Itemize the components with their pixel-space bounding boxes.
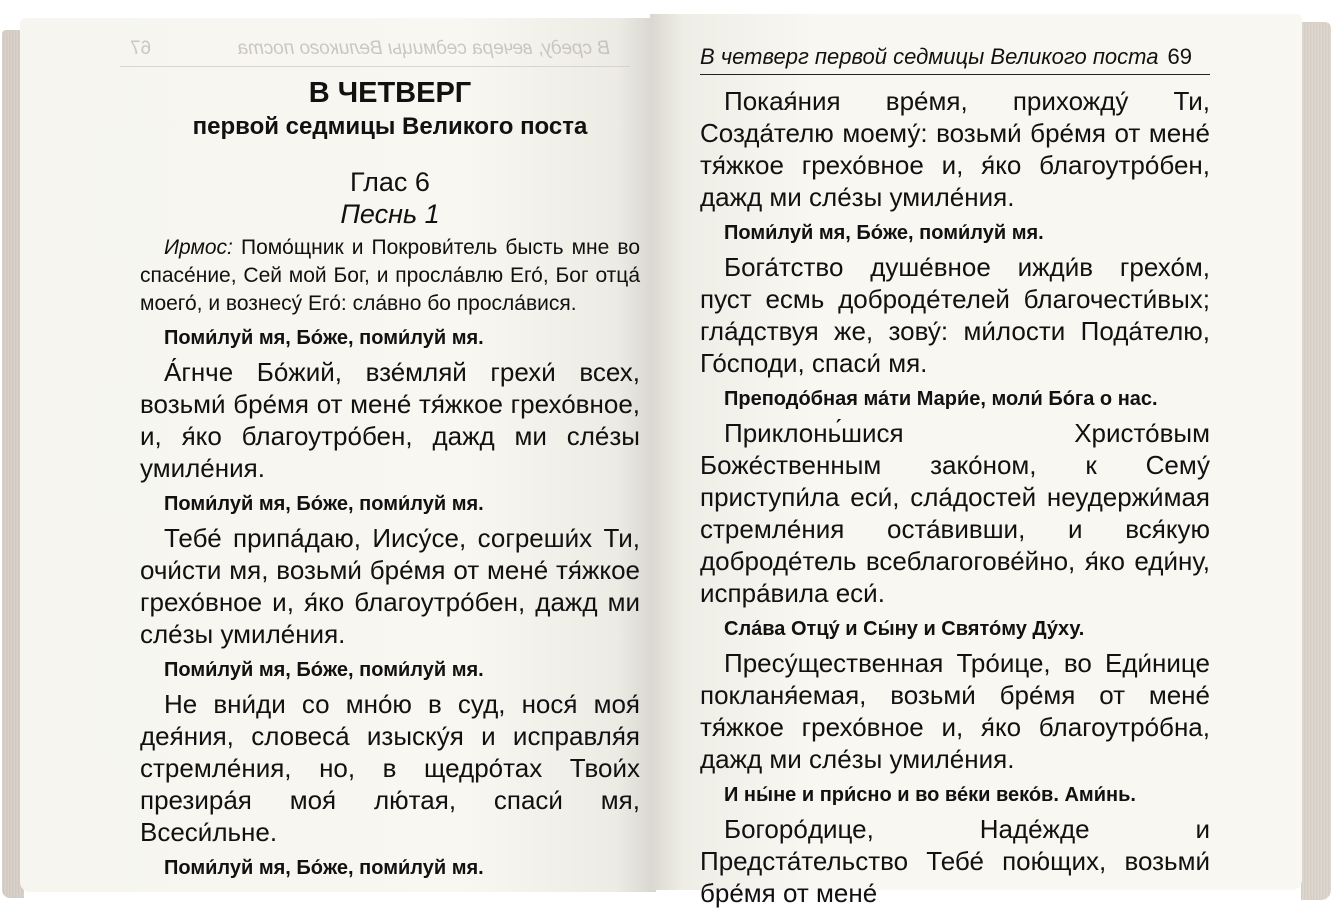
- right-page-body: [700, 36, 1210, 909]
- left-page-number: 67: [130, 38, 152, 59]
- refrain: Поми́луй мя, Бо́же, поми́луй мя.: [724, 222, 1044, 244]
- left-page-body: [140, 76, 640, 882]
- refrain: Поми́луй мя, Бо́же, поми́луй мя.: [164, 857, 484, 879]
- verse: А́гнче Бо́жий, взе́мляй грехи́ всех, возьми́ бре́мя от мене́ тя́жкое грехо́вное, и, я́ко благоутро́бен, дажд ми сле́зы умиле́ния.: [140, 357, 640, 483]
- running-header-text: В четверг первой седмицы Великого поста: [700, 44, 1159, 69]
- section-subtitle: первой седмицы Великого поста: [192, 113, 588, 140]
- section-title: В ЧЕТВЕРГ: [308, 77, 472, 109]
- irmos-paragraph: [140, 234, 640, 318]
- refrain: Поми́луй мя, Бо́же, поми́луй мя.: [164, 659, 484, 681]
- pesn-heading: Песнь 1: [340, 199, 440, 229]
- refrain: Поми́луй мя, Бо́же, поми́луй мя.: [164, 493, 484, 515]
- refrain: И ны́не и при́сно и во ве́ки веко́в. Ами́нь.: [724, 784, 1136, 806]
- left-header-text: В среду, вечера седмицы Великого поста: [237, 38, 610, 59]
- verse: Приклонь́шися Христо́вым Боже́ственным зако́ном, к Сему́ приступи́ла еси́, сла́достей неудержи́мая стремле́ния оста́вивши, и вся́кую доброде́тель всеблагогове́йно, я́ко еди́ну, испра́вила еси́.: [700, 418, 1210, 608]
- refrain: Преподо́бная ма́ти Мари́е, моли́ Бо́га о нас.: [724, 388, 1158, 410]
- verse: Покая́ния вре́мя, прихожду́ Ти, Созда́телю моему́: возьми́ бре́мя от мене́ тя́жкое грехо́вное и, я́ко благоутро́бен, дажд ми сле́зы умиле́ния.: [700, 86, 1210, 212]
- verse: Богоро́дице, Наде́жде и Предста́тельство Тебе́ пою́щих, возьми́ бре́мя от мене́: [700, 814, 1210, 908]
- left-page-header-bleed: [120, 36, 630, 67]
- right-page-number: 69: [1167, 44, 1192, 69]
- refrain: Поми́луй мя, Бо́же, поми́луй мя.: [164, 327, 484, 349]
- irmos-label: Ирмос:: [164, 236, 233, 259]
- right-page-header: [700, 36, 1210, 75]
- verse: Тебе́ припа́даю, Иису́се, согреши́х Ти, очи́сти мя, возьми́ бре́мя от мене́ тя́жкое грехо́вное и, я́ко благоутро́бен, дажд ми сле́зы умиле́ния.: [140, 523, 640, 649]
- right-page: [650, 14, 1302, 908]
- right-page-text: [700, 85, 1210, 909]
- verse: Бога́тство душе́вное ижди́в грехо́м, пуст есмь доброде́телей благочести́вых; гла́дствуя же, зову́: ми́лости Пода́телю, Го́споди, спаси́ мя.: [700, 252, 1210, 378]
- verse: Пресу́щественная Тро́ице, во Еди́нице покланя́емая, возьми́ бре́мя от мене́ тя́жкое грехо́вное и, я́ко благоутро́бна, дажд ми сле́зы умиле́ния.: [700, 648, 1210, 774]
- glas-heading: Глас 6: [350, 167, 430, 197]
- left-page: [20, 18, 656, 892]
- irmos-text: Помо́щник и Покрови́тель бысть мне во спасе́ние, Сей мой Бог, и просла́влю Его́, Бог отца́ моего́, и вознесу́ Его́: сла́вно бо просла́вися.: [140, 236, 640, 315]
- page-edges-right: [1301, 22, 1331, 900]
- verse: Не вни́ди со мно́ю в суд, нося́ моя́ дея́ния, словеса́ изыску́я и исправля́я стремле́ния, но, в щедро́тах Твои́х презира́я моя́ лю́тая, спаси́ мя, Всеси́льне.: [140, 689, 640, 847]
- refrain: Сла́ва Отцу́ и Сы́ну и Свято́му Ду́ху.: [724, 618, 1085, 640]
